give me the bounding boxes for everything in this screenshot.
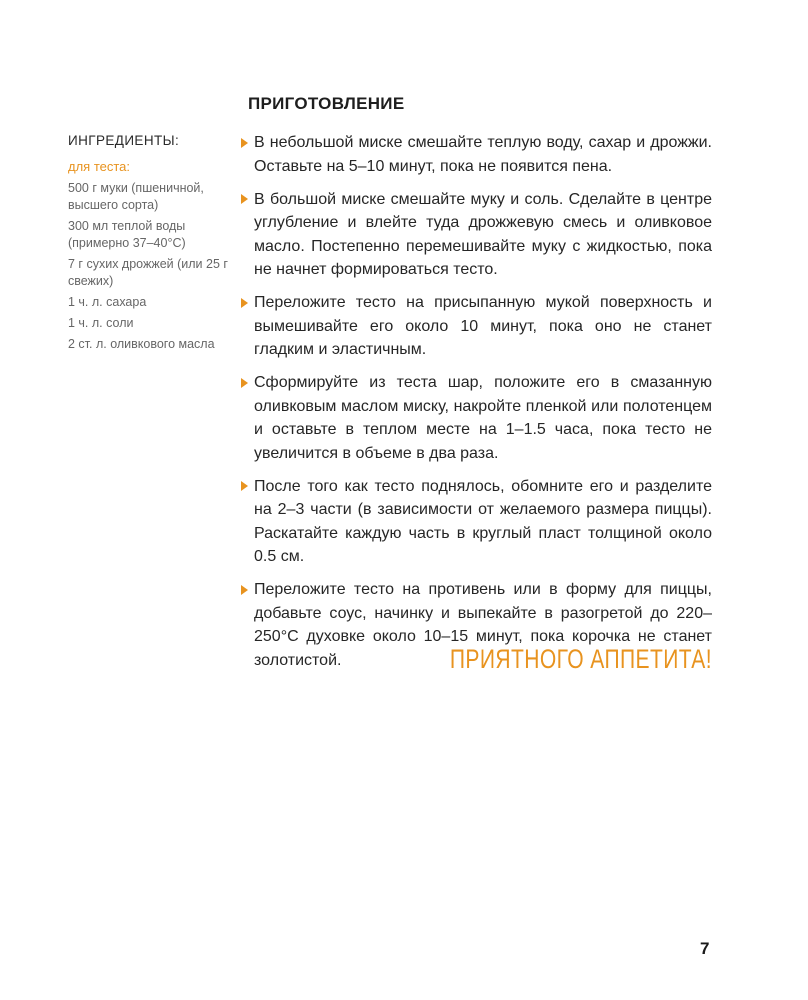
ingredients-heading: ИНГРЕДИЕНТЫ: [68, 133, 180, 148]
ingredient-item: 300 мл теплой воды (примерно 37–40°C) [68, 219, 186, 250]
step-item [240, 291, 712, 362]
page-number: 7 [700, 939, 710, 958]
closing-message: ПРИЯТНОГО АППЕТИТА! [449, 644, 712, 674]
triangle-bullet-icon [241, 585, 248, 595]
ingredient-item: 1 ч. л. соли [68, 316, 134, 330]
step-item [240, 131, 712, 178]
step-text: В небольшой миске смешайте теплую воду, сахар и дрожжи. Оставьте на 5–10 минут, пока не появится пена. [254, 134, 712, 175]
steps-list [240, 131, 712, 682]
step-item [240, 188, 712, 282]
ingredient-item: 1 ч. л. сахара [68, 295, 147, 309]
triangle-bullet-icon [241, 194, 248, 204]
triangle-bullet-icon [241, 298, 248, 308]
ingredient-item: 500 г муки (пшеничной, высшего сорта) [68, 181, 204, 212]
ingredient-item: 7 г сухих дрожжей (или 25 г свежих) [68, 257, 228, 288]
ingredients-list [68, 180, 233, 353]
step-text: В большой миске смешайте муку и соль. Сделайте в центре углубление и влейте туда дрожжевую смесь и оливковое масло. Постепенно перемешивайте муку с жидкостью, пока не начнет формироваться тесто. [254, 190, 712, 278]
ingredients-subheading: для теста: [68, 159, 131, 174]
ingredient-item: 2 ст. л. оливкового масла [68, 337, 215, 351]
step-text: Переложите тесто на противень или в форму для пиццы, добавьте соус, начинку и выпекайте в разогретой до 220–250°C духовке около 10–15 минут, пока корочка не станет золотистой. [254, 581, 712, 669]
step-text: После того как тесто поднялось, обомните его и разделите на 2–3 части (в зависимости от желаемого размера пиццы). Раскатайте каждую часть в круглый пласт толщиной около 0.5 см. [254, 477, 712, 565]
step-text: Сформируйте из теста шар, положите его в смазанную оливковым маслом миску, накройте пленкой или полотенцем и оставьте в теплом месте на 1–1.5 часа, пока тесто не увеличится в объеме в два раза. [254, 374, 712, 462]
step-item [240, 475, 712, 569]
triangle-bullet-icon [241, 378, 248, 388]
page-title: ПРИГОТОВЛЕНИЕ [248, 94, 405, 113]
triangle-bullet-icon [241, 481, 248, 491]
ingredients-sidebar [68, 133, 233, 357]
step-item [240, 371, 712, 465]
step-text: Переложите тесто на присыпанную мукой поверхность и вымешивайте его около 10 минут, пока оно не станет гладким и эластичным. [254, 294, 712, 358]
triangle-bullet-icon [241, 138, 248, 148]
